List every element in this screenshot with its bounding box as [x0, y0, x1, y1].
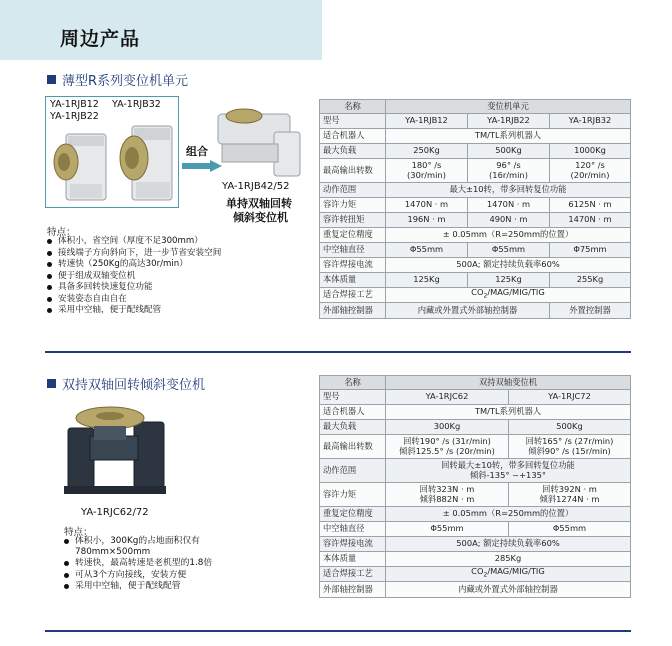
page-title: 周边产品 [60, 28, 141, 50]
feature-item: 采用中空轴，便于配线配管 [47, 305, 221, 317]
dual-axis-positioner-image [60, 398, 170, 500]
bullet-icon [64, 573, 69, 578]
bullet-icon [47, 297, 52, 302]
table-row: 外部轴控制器 内藏或外置式外部轴控制器 [320, 582, 631, 598]
section-title-text: 薄型R系列变位机单元 [62, 74, 189, 89]
table-header-row: 名称 变位机单元 [320, 100, 631, 114]
bullet-icon [47, 308, 52, 313]
feature-item: 安装姿态自由自在 [47, 294, 221, 306]
bullet-icon [64, 561, 69, 566]
table-row: 型号 YA-1RJB12 YA-1RJB22 YA-1RJB32 [320, 114, 631, 129]
feature-item: 转速快，最高转速是老机型的1.8倍 [64, 558, 212, 569]
combined-name-line2: 倾斜变位机 [233, 211, 288, 224]
combine-label: 组合 [186, 145, 208, 158]
model-caption-rjc: YA-1RJC62/72 [81, 507, 149, 518]
features-title: 特点： [64, 527, 93, 538]
feature-item: 采用中空轴，便于配线配管 [64, 581, 212, 592]
bullet-icon [47, 262, 52, 267]
table-row: 适合机器人 TM/TL系列机器人 [320, 129, 631, 144]
table-row: 动作范围 最大±10转，带多回转复位功能 [320, 183, 631, 198]
table-row: 中空轴直径 Φ55mm Φ55mm [320, 522, 631, 537]
table-row: 中空轴直径 Φ55mm Φ55mm Φ75mm [320, 243, 631, 258]
features-title: 特点： [47, 227, 76, 238]
feature-item: 体积小，省空间（厚度不足300mm） [47, 236, 221, 248]
table-row: 动作范围 回转最大±10转，带多回转复位功能 倾斜-135° ~+135° [320, 459, 631, 483]
feature-item: 便于组成双轴变位机 [47, 271, 221, 283]
feature-item: 具备多回转快速复位功能 [47, 282, 221, 294]
positioner-large-image [114, 118, 176, 204]
feature-item: 可从3个方向接线，安装方便 [64, 570, 212, 581]
combined-model-label: YA-1RJB42/52 [222, 181, 290, 192]
spec-table-r-series [319, 99, 631, 319]
bullet-icon [47, 274, 52, 279]
table-row: 本体质量 125Kg 125Kg 255Kg [320, 273, 631, 288]
model-label-rjb22: YA-1RJB22 [50, 111, 99, 122]
table-row: 重复定位精度 ± 0.05mm（R=250mm的位置） [320, 507, 631, 522]
feature-item: 体积小，300Kg的占地面积仅有 780mm×500mm [64, 536, 212, 558]
table-row: 最大负载 300Kg 500Kg [320, 420, 631, 435]
square-bullet-icon [47, 379, 56, 388]
table-row: 最大负载 250Kg 500Kg 1000Kg [320, 144, 631, 159]
table-row: 最高输出转数 180° /s (30r/min) 96° /s (16r/min) 120° /s (20r/min) [320, 159, 631, 183]
table-row: 型号 YA-1RJC62 YA-1RJC72 [320, 390, 631, 405]
combined-name-line1: 单持双轴回转 [226, 197, 292, 210]
bullet-icon [64, 584, 69, 589]
section-divider [45, 630, 631, 632]
table-row: 容许焊接电流 500A; 额定持续负载率60% [320, 258, 631, 273]
model-label-rjb32: YA-1RJB32 [112, 99, 161, 110]
table-header-row: 名称 双持双轴变位机 [320, 376, 631, 390]
table-row: 容许焊接电流 500A; 额定持续负载率60% [320, 537, 631, 552]
header-band [0, 0, 322, 60]
feature-item: 转速快（250Kg的高达30r/min） [47, 259, 221, 271]
model-label-rjb12: YA-1RJB12 [50, 99, 99, 110]
bullet-icon [47, 251, 52, 256]
table-row: 外部轴控制器 内藏或外置式外部轴控制器 外置控制器 [320, 303, 631, 319]
positioner-small-image [50, 124, 112, 204]
bullet-icon [47, 239, 52, 244]
section-title-r-series [47, 70, 188, 89]
table-row: 容许力矩 回转323N · m 倾斜882N · m 回转392N · m 倾斜1274N · m [320, 483, 631, 507]
section-title-dual-axis [47, 374, 205, 393]
spec-table-dual-axis [319, 375, 631, 598]
combined-positioner-image [214, 102, 306, 178]
table-row: 适合焊接工艺 $CO_2/MAG/MIG$/TIG [320, 288, 631, 303]
bullet-icon [64, 539, 69, 544]
features-list [64, 536, 212, 592]
features-list [47, 236, 221, 317]
section-divider [45, 351, 631, 353]
table-row: 适合机器人 TM/TL系列机器人 [320, 405, 631, 420]
table-row: 重复定位精度 ± 0.05mm（R=250mm的位置） [320, 228, 631, 243]
table-row: 本体质量 285Kg [320, 552, 631, 567]
square-bullet-icon [47, 75, 56, 84]
table-row: 适合焊接工艺 $CO_2/MAG/MIG$/TIG [320, 567, 631, 582]
feature-item: 接线端子方向斜向下，进一步节省安装空间 [47, 248, 221, 260]
table-row: 容许力矩 1470N · m 1470N · m 6125N · m [320, 198, 631, 213]
table-row: 最高输出转数 回转190° /s (31r/min) 倾斜125.5° /s (20r/min) 回转165° /s (27r/min) 倾斜90° /s (15r/min) [320, 435, 631, 459]
table-row: 容许转扭矩 196N · m 490N · m 1470N · m [320, 213, 631, 228]
bullet-icon [47, 285, 52, 290]
section-title-text: 双持双轴回转倾斜变位机 [62, 378, 206, 393]
